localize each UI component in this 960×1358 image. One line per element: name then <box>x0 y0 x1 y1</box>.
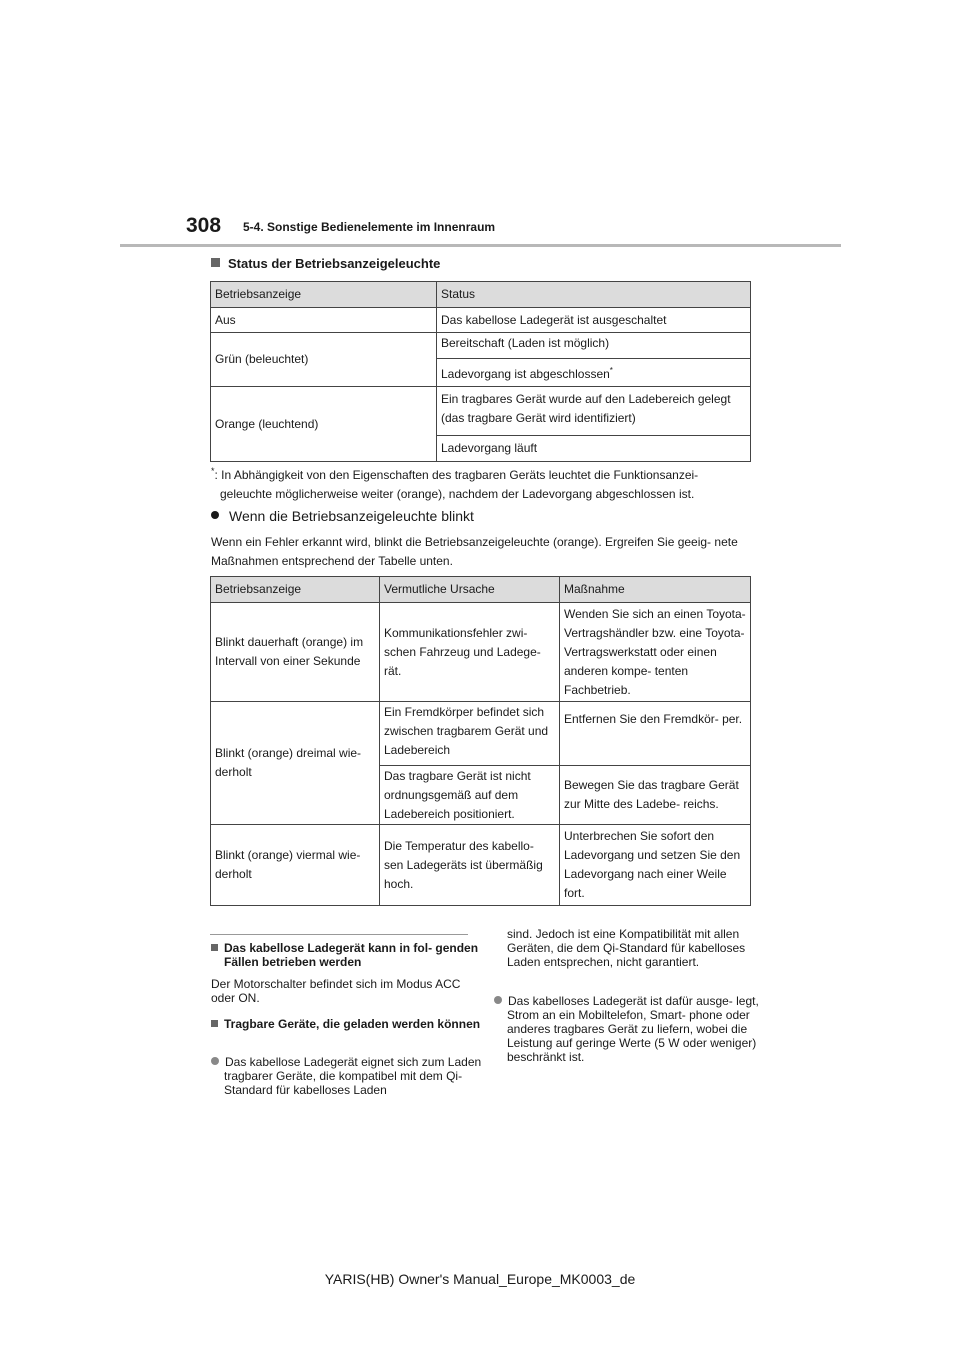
blink-paragraph: Wenn ein Fehler erkannt wird, blinkt die Betriebsanzeigeleuchte (orange). Ergreifen Sie geeig- nete Maßnahmen entsprechend der Tabelle unten. <box>211 535 738 568</box>
square-bullet-icon <box>211 258 220 267</box>
table-cell: Bereitschaft (Laden ist möglich) <box>437 333 751 359</box>
table-cell: Aus <box>211 308 437 333</box>
table-row <box>211 702 751 766</box>
square-bullet-icon <box>211 1020 218 1027</box>
table-row <box>211 603 751 702</box>
table-cell: Ein Fremdkörper befindet sich zwischen tragbarem Gerät und Ladebereich <box>380 702 560 766</box>
table-header-cell: Vermutliche Ursache <box>380 577 560 603</box>
table-cell: Die Temperatur des kabello- sen Ladegeräts ist übermäßig hoch. <box>380 825 560 906</box>
note-heading <box>211 1017 486 1031</box>
footer: YARIS(HB) Owner's Manual_Europe_MK0003_de <box>324 1271 636 1287</box>
bullet-dot-icon <box>211 511 219 519</box>
bullet-dot-icon <box>494 996 502 1004</box>
footnote-line-2: geleuchte möglicherweise weiter (orange), nachdem der Ladevorgang abgeschlossen ist. <box>220 487 695 501</box>
blink-heading-text: Wenn die Betriebsanzeigeleuchte blinkt <box>229 508 474 524</box>
malfunction-table <box>210 576 751 906</box>
table-cell: Ladevorgang läuft <box>437 436 751 462</box>
table-cell: Das kabellose Ladegerät ist ausgeschaltet <box>437 308 751 333</box>
footnote-line-1: : In Abhängigkeit von den Eigenschaften des tragbaren Geräts leuchtet die Funktionsanzei- <box>214 468 699 482</box>
table-cell: Kommunikationsfehler zwi- schen Fahrzeug und Ladege- rät. <box>380 603 560 702</box>
table-row <box>211 825 751 906</box>
table-cell: Entfernen Sie den Fremdkör- per. <box>560 702 751 766</box>
table-header-row <box>211 282 751 308</box>
table-cell: Ein tragbares Gerät wurde auf den Ladebereich gelegt (das tragbare Gerät wird identifiziert) <box>437 387 751 436</box>
table-cell: Das tragbare Gerät ist nicht ordnungsgemäß auf dem Ladebereich positioniert. <box>380 766 560 825</box>
footnote <box>211 462 756 504</box>
table-cell: Blinkt (orange) dreimal wie- derholt <box>211 702 380 825</box>
list-item-text: Das kabellose Ladegerät eignet sich zum Laden tragbarer Geräte, die kompatibel mit dem Qi-Standard für kabelloses Laden <box>224 1055 482 1097</box>
table-header-cell: Betriebsanzeige <box>211 282 437 308</box>
blink-heading <box>211 508 474 524</box>
list-item-continued: sind. Jedoch ist eine Kompatibilität mit allen Geräten, die dem Qi-Standard für kabelloses Laden entsprechen, nicht garantiert. <box>507 927 746 969</box>
table-header-cell: Status <box>437 282 751 308</box>
table-cell: Blinkt dauerhaft (orange) im Intervall von einer Sekunde <box>211 603 380 702</box>
table-cell-text: Ladevorgang ist abgeschlossen <box>441 367 610 381</box>
note-heading-text: Das kabellose Ladegerät kann in fol- genden Fällen betrieben werden <box>224 941 479 969</box>
table-cell: Wenden Sie sich an einen Toyota-Vertragshändler bzw. eine Toyota-Vertragswerkstatt oder einen anderen kompe- tenten Fachbetrieb. <box>560 603 751 702</box>
status-heading <box>211 256 440 271</box>
list-item <box>494 994 769 1064</box>
list-item <box>211 1055 486 1097</box>
list-item-text: Das kabelloses Ladegerät ist dafür ausge- legt, Strom an ein Mobiltelefon, Smart- phone oder anderes tragbares Gerät zu liefern, wobei die Leistung auf geringe Werte (5 W oder weniger) beschränkt ist. <box>507 994 759 1064</box>
table-cell: Grün (beleuchtet) <box>211 333 437 387</box>
note-heading-text: Tragbare Geräte, die geladen werden können <box>224 1017 481 1031</box>
table-header-row <box>211 577 751 603</box>
note-heading <box>211 941 486 969</box>
header-divider <box>120 244 841 247</box>
status-heading-text: Status der Betriebsanzeigeleuchte <box>228 256 441 271</box>
page-number: 308 <box>186 214 222 237</box>
footnote-mark: * <box>211 466 215 476</box>
footnote-mark: * <box>609 366 613 375</box>
section-title: 5-4. Sonstige Bedienelemente im Innenraum <box>243 220 496 234</box>
note-paragraph: Der Motorschalter befindet sich im Modus ACC oder ON. <box>211 977 461 1005</box>
table-cell: Bewegen Sie das tragbare Gerät zur Mitte des Ladebe- reichs. <box>560 766 751 825</box>
table-cell: Blinkt (orange) viermal wie- derholt <box>211 825 380 906</box>
square-bullet-icon <box>211 944 218 951</box>
table-cell: Unterbrechen Sie sofort den Ladevorgang und setzen Sie den Ladevorgang nach einer Weile fort. <box>560 825 751 906</box>
column-divider <box>210 934 468 935</box>
table-row <box>211 387 751 436</box>
table-header-cell: Betriebsanzeige <box>211 577 380 603</box>
table-cell <box>437 359 751 387</box>
table-row <box>211 333 751 359</box>
table-header-cell: Maßnahme <box>560 577 751 603</box>
status-table <box>210 281 751 462</box>
table-row <box>211 308 751 333</box>
table-cell: Orange (leuchtend) <box>211 387 437 462</box>
bullet-dot-icon <box>211 1057 219 1065</box>
